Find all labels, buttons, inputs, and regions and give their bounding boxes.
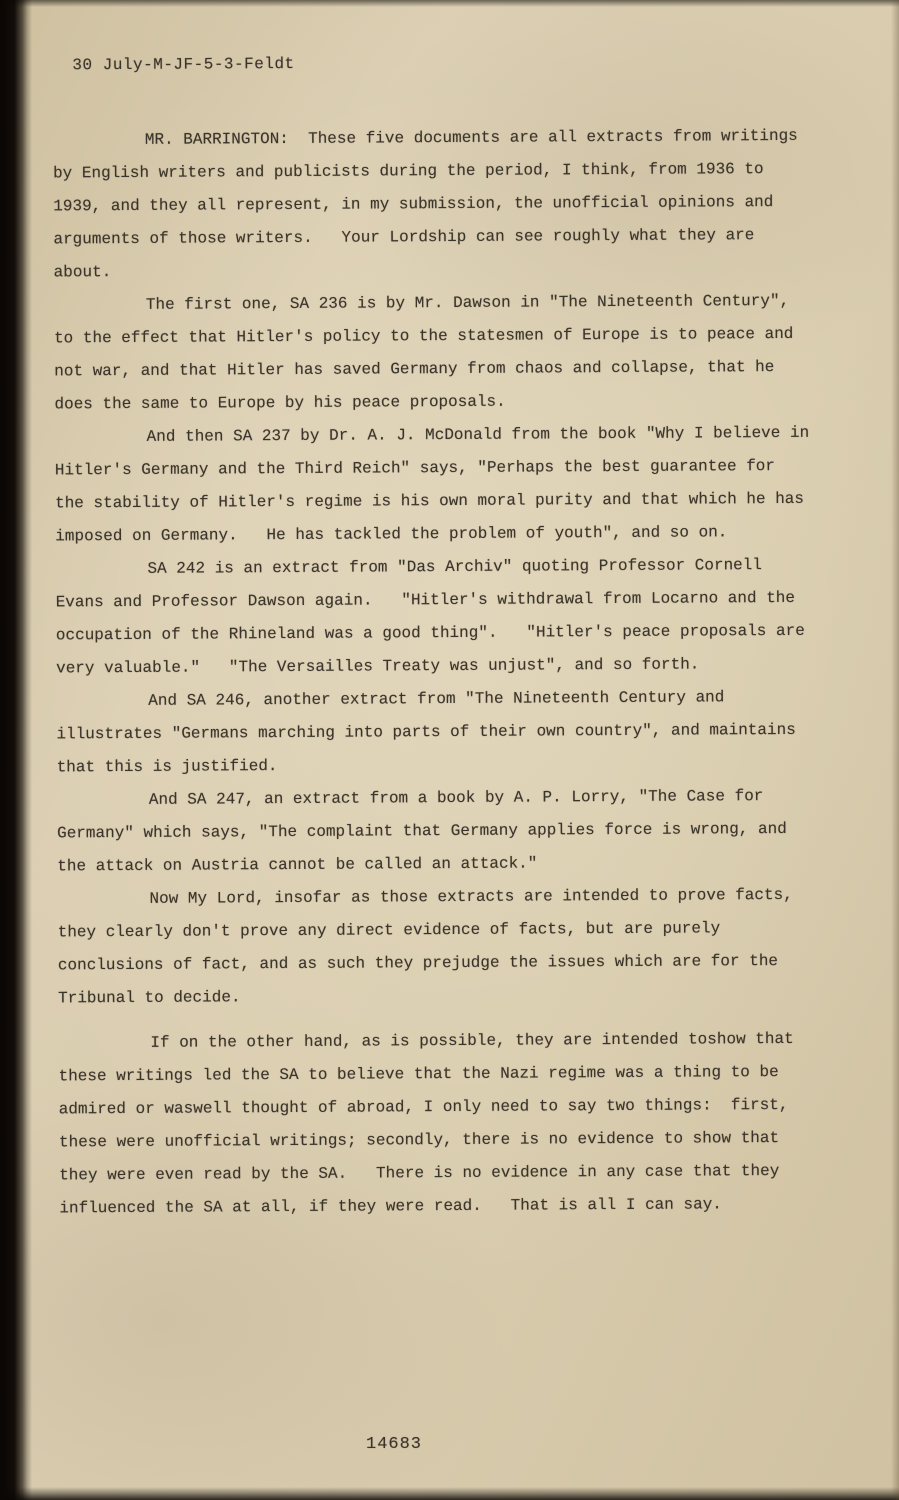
paragraph-closing-argument: If on the other hand, as is possible, they are intended toshow that these writings led the SA to believe that the Nazi regime was a thing to be admired or waswell thought of abroad, I only need to say two things: first, these were unofficial writings; secondly, there is no evidence to show that they were even read by the SA. There is no evidence in any case that they influenced the SA at all, if they were read. That is all I can say. bbox=[58, 1029, 804, 1218]
scan-shadow-bottom-edge bbox=[0, 1487, 899, 1500]
document-header-reference: 30 July-M-JF-5-3-Feldt bbox=[72, 54, 295, 75]
paragraph-sa-246: And SA 246, another extract from "The Nineteenth Century and illustrates "Germans marching into parts of their own country", and maintains that this is justified. bbox=[56, 688, 806, 777]
paragraph-sa-247: And SA 247, an extract from a book by A. P. Lorry, "The Case for Germany" which says, "The complaint that Germany applies force is wrong, and the attack on Austria cannot be called an attack." bbox=[57, 787, 797, 876]
scan-shadow-right-edge bbox=[891, 0, 899, 1500]
page-number: 14683 bbox=[366, 1435, 423, 1454]
paragraph-my-lord-argument: Now My Lord, insofar as those extracts are intended to prove facts, they clearly don't prove any direct evidence of facts, but are purely conclusions of fact, and as such they prejudge the issues which are for the Tribunal to decide. bbox=[57, 885, 803, 1008]
transcript-body bbox=[53, 120, 817, 1226]
paragraph-sa-237: And then SA 237 by Dr. A. J. McDonald from the book "Why I believe in Hitler's Germany and the Third Reich" says, "Perhaps the best guarantee for the stability of Hitler's regime is his own moral purity and that which he has imposed on Germany. He has tackled the problem of youth", and so on. bbox=[54, 423, 819, 546]
binding-shadow-left-edge bbox=[0, 0, 32, 1500]
paragraph-sa-242: SA 242 is an extract from "Das Archiv" quoting Professor Cornell Evans and Professor Dawson again. "Hitler's withdrawal from Locarno and the occupation of the Rhineland was a good thing". "Hitler's peace proposals are very valuable." "The Versailles Treaty was unjust", and so forth. bbox=[55, 556, 815, 678]
paragraph-sa-236: The first one, SA 236 is by Mr. Dawson in "The Nineteenth Century", to the effect that Hitler's policy to the statesmen of Europe is to peace and not war, and that Hitler has saved Germany from chaos and collapse, that he does the same to Europe by his peace proposals. bbox=[54, 291, 804, 414]
scan-shadow-top-edge bbox=[0, 0, 899, 7]
paragraph-barrington-intro: MR. BARRINGTON: These five documents are all extracts from writings by English writers and publicists during the period, I think, from 1936 to 1939, and they all represent, in my submission, the unofficial opinions and arguments of those writers. Your Lordship can see roughly what they are about. bbox=[52, 126, 808, 282]
